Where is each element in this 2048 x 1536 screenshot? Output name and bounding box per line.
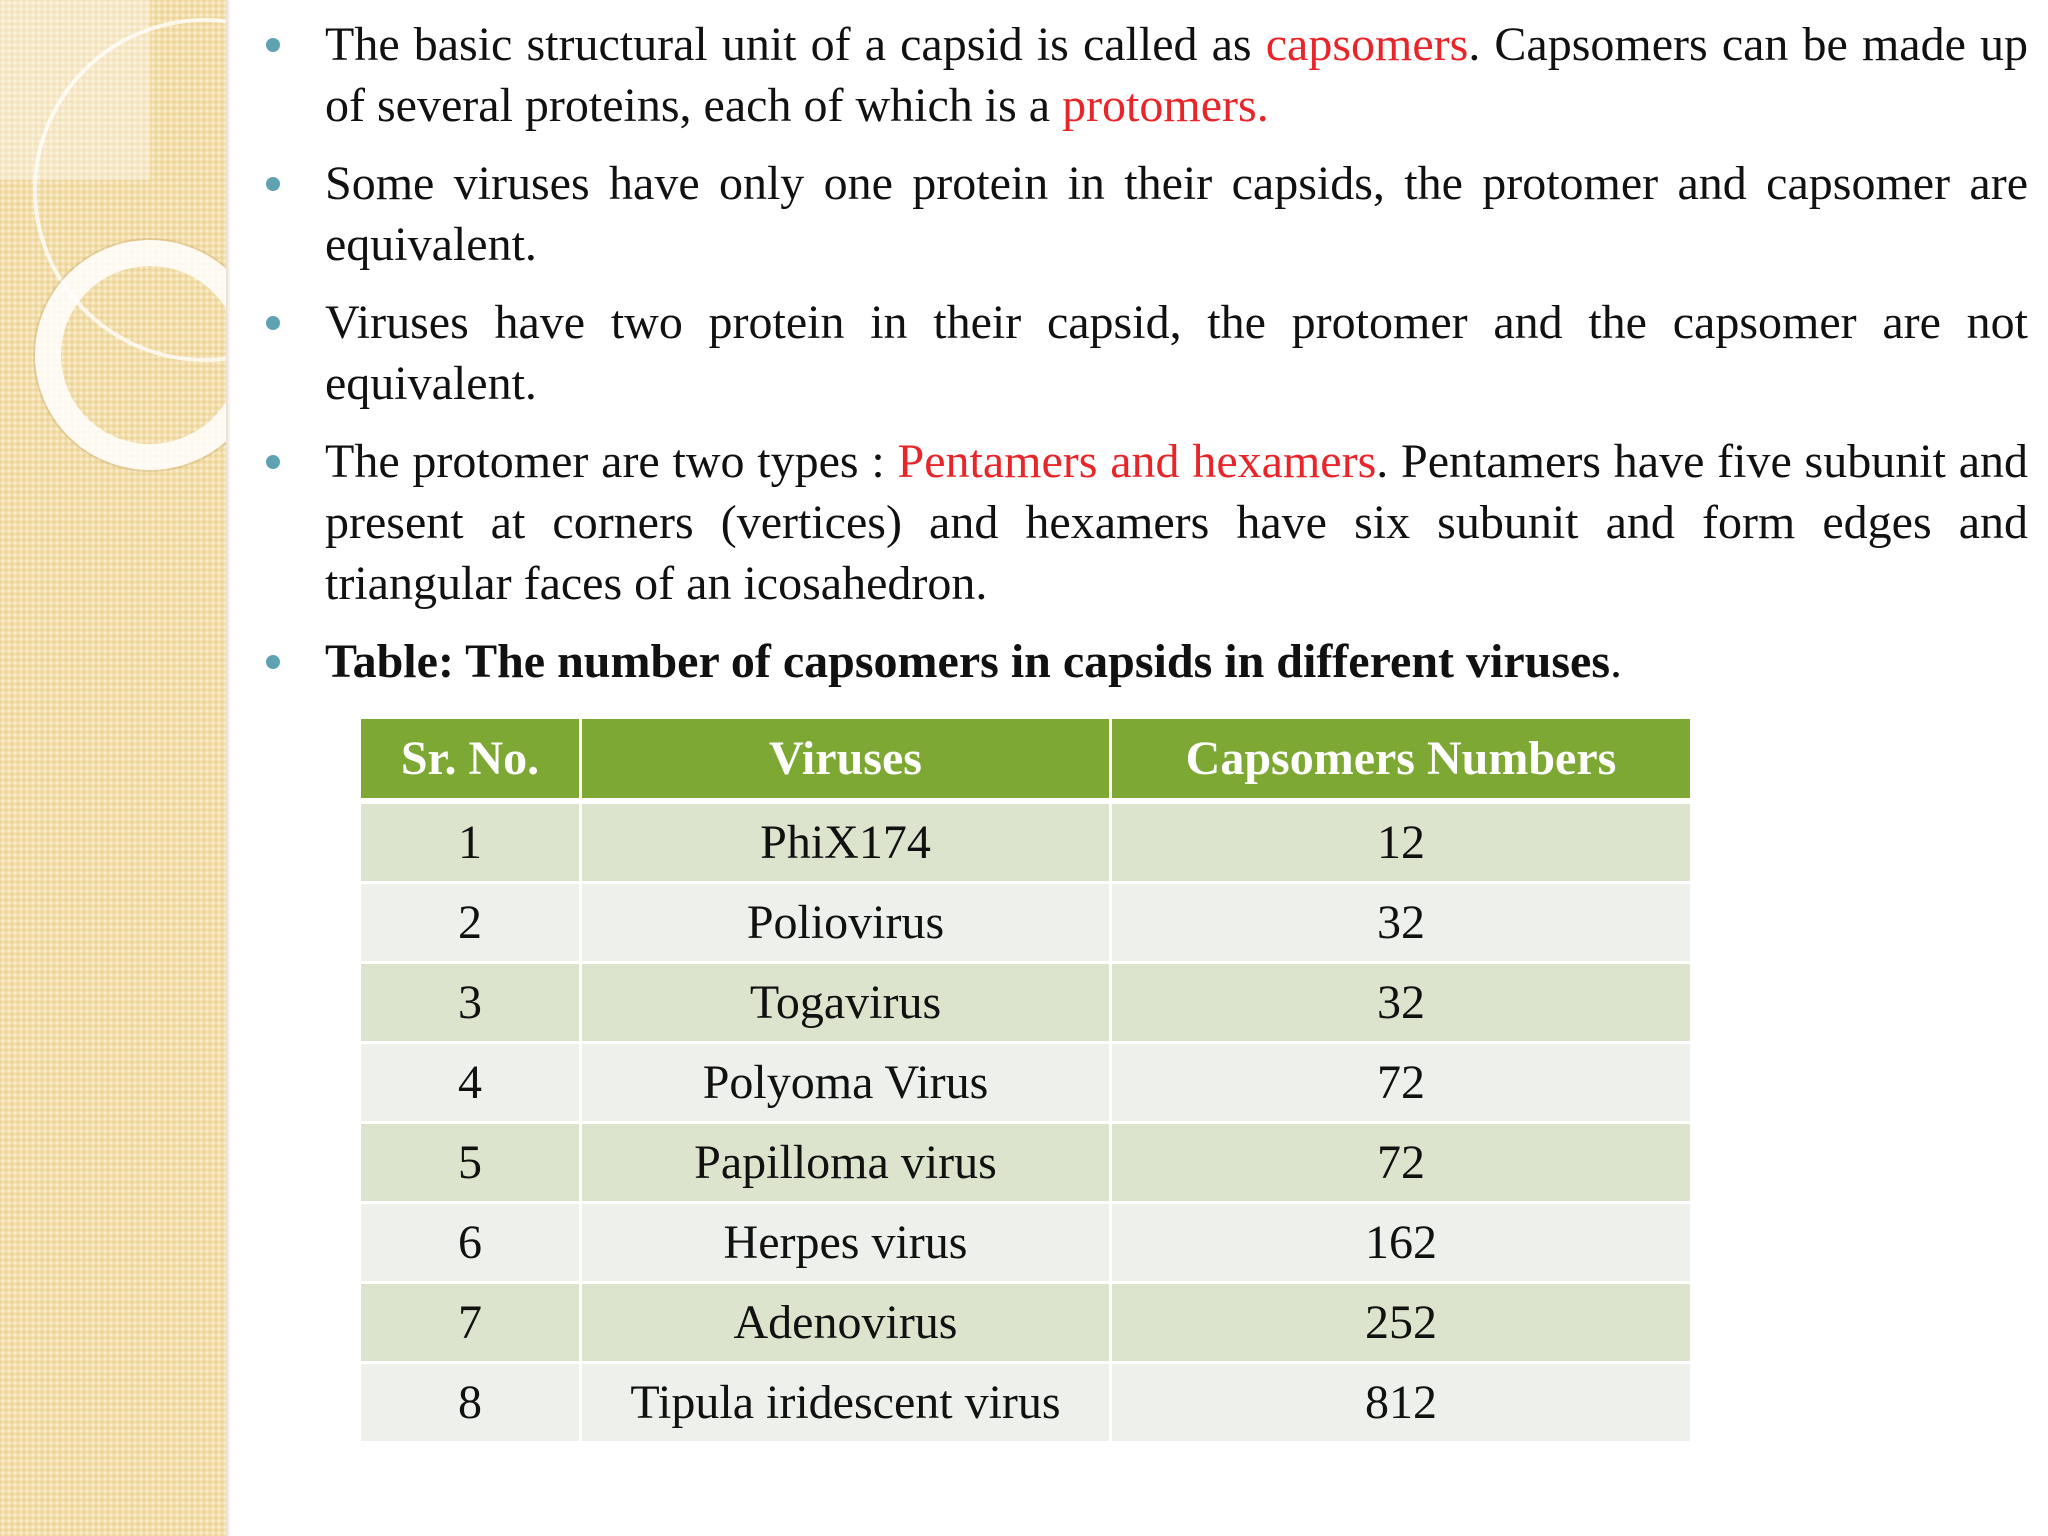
table-row — [360, 1203, 1692, 1283]
bullet-item — [263, 631, 2028, 692]
cell-virus-name: Adenovirus — [581, 1283, 1111, 1363]
bullet-text: Some viruses have only one protein in their capsids, the protomer and capsomer are equivalent. — [325, 157, 2028, 271]
bullet-text: The basic structural unit of a capsid is called as — [325, 18, 1266, 71]
bullet-item — [263, 292, 2028, 414]
header-capsomers-numbers: Capsomers Numbers — [1111, 718, 1692, 802]
bullet-list — [263, 14, 2028, 709]
bullet-item — [263, 431, 2028, 614]
cell-capsomer-count: 252 — [1111, 1283, 1692, 1363]
cell-sr-no: 8 — [360, 1363, 581, 1443]
bullet-text: . — [1610, 635, 1623, 688]
bullet-dot-icon — [266, 177, 280, 191]
table-row — [360, 883, 1692, 963]
bullet-item — [263, 14, 2028, 136]
cell-virus-name: Poliovirus — [581, 883, 1111, 963]
side-band-edge — [226, 0, 231, 1536]
bullet-dot-icon — [266, 316, 280, 330]
decorative-rings-graphic — [0, 0, 226, 1536]
table-row — [360, 1363, 1692, 1443]
table-row — [360, 1283, 1692, 1363]
cell-capsomer-count: 12 — [1111, 801, 1692, 883]
cell-sr-no: 2 — [360, 883, 581, 963]
cell-capsomer-count: 162 — [1111, 1203, 1692, 1283]
decorative-panel — [0, 0, 150, 180]
decorative-ring-thick — [48, 253, 226, 457]
cell-capsomer-count: 72 — [1111, 1043, 1692, 1123]
cell-sr-no: 4 — [360, 1043, 581, 1123]
table-row — [360, 1123, 1692, 1203]
table-body — [360, 801, 1692, 1443]
table-row — [360, 963, 1692, 1043]
table-row — [360, 801, 1692, 883]
table-caption-text: Table: The number of capsomers in capsids in different viruses — [325, 635, 1611, 688]
bullet-text: Viruses have two protein in their capsid, the protomer and the capsomer are not equivalent. — [325, 296, 2028, 410]
cell-capsomer-count: 812 — [1111, 1363, 1692, 1443]
bullet-text: . Pentamers have five subunit and present at corners (vertices) and hexamers have six subunit and form edges and triangular faces of an icosahedron. — [325, 435, 2028, 610]
bullet-dot-icon — [266, 38, 280, 52]
bullet-item — [263, 153, 2028, 275]
cell-capsomer-count: 32 — [1111, 963, 1692, 1043]
cell-virus-name: PhiX174 — [581, 801, 1111, 883]
cell-virus-name: Togavirus — [581, 963, 1111, 1043]
bullet-dot-icon — [266, 655, 280, 669]
table-header-row — [360, 718, 1692, 802]
bullet-text: . Capsomers can be made up of several proteins, each of which is a — [325, 18, 2028, 132]
bullet-text: The protomer are two types : — [325, 435, 898, 488]
cell-virus-name: Herpes virus — [581, 1203, 1111, 1283]
decorative-side-band — [0, 0, 226, 1536]
highlighted-term: protomers. — [1062, 79, 1269, 132]
cell-sr-no: 5 — [360, 1123, 581, 1203]
highlighted-term: Pentamers and hexamers — [897, 435, 1377, 488]
cell-capsomer-count: 72 — [1111, 1123, 1692, 1203]
capsomer-table — [358, 716, 1693, 1444]
table-row — [360, 1043, 1692, 1123]
header-viruses: Viruses — [581, 718, 1111, 802]
cell-virus-name: Papilloma virus — [581, 1123, 1111, 1203]
cell-sr-no: 3 — [360, 963, 581, 1043]
highlighted-term: capsomers — [1265, 18, 1469, 71]
cell-capsomer-count: 32 — [1111, 883, 1692, 963]
header-sr-no: Sr. No. — [360, 718, 581, 802]
cell-sr-no: 7 — [360, 1283, 581, 1363]
cell-sr-no: 6 — [360, 1203, 581, 1283]
cell-virus-name: Tipula iridescent virus — [581, 1363, 1111, 1443]
cell-sr-no: 1 — [360, 801, 581, 883]
cell-virus-name: Polyoma Virus — [581, 1043, 1111, 1123]
bullet-dot-icon — [266, 455, 280, 469]
